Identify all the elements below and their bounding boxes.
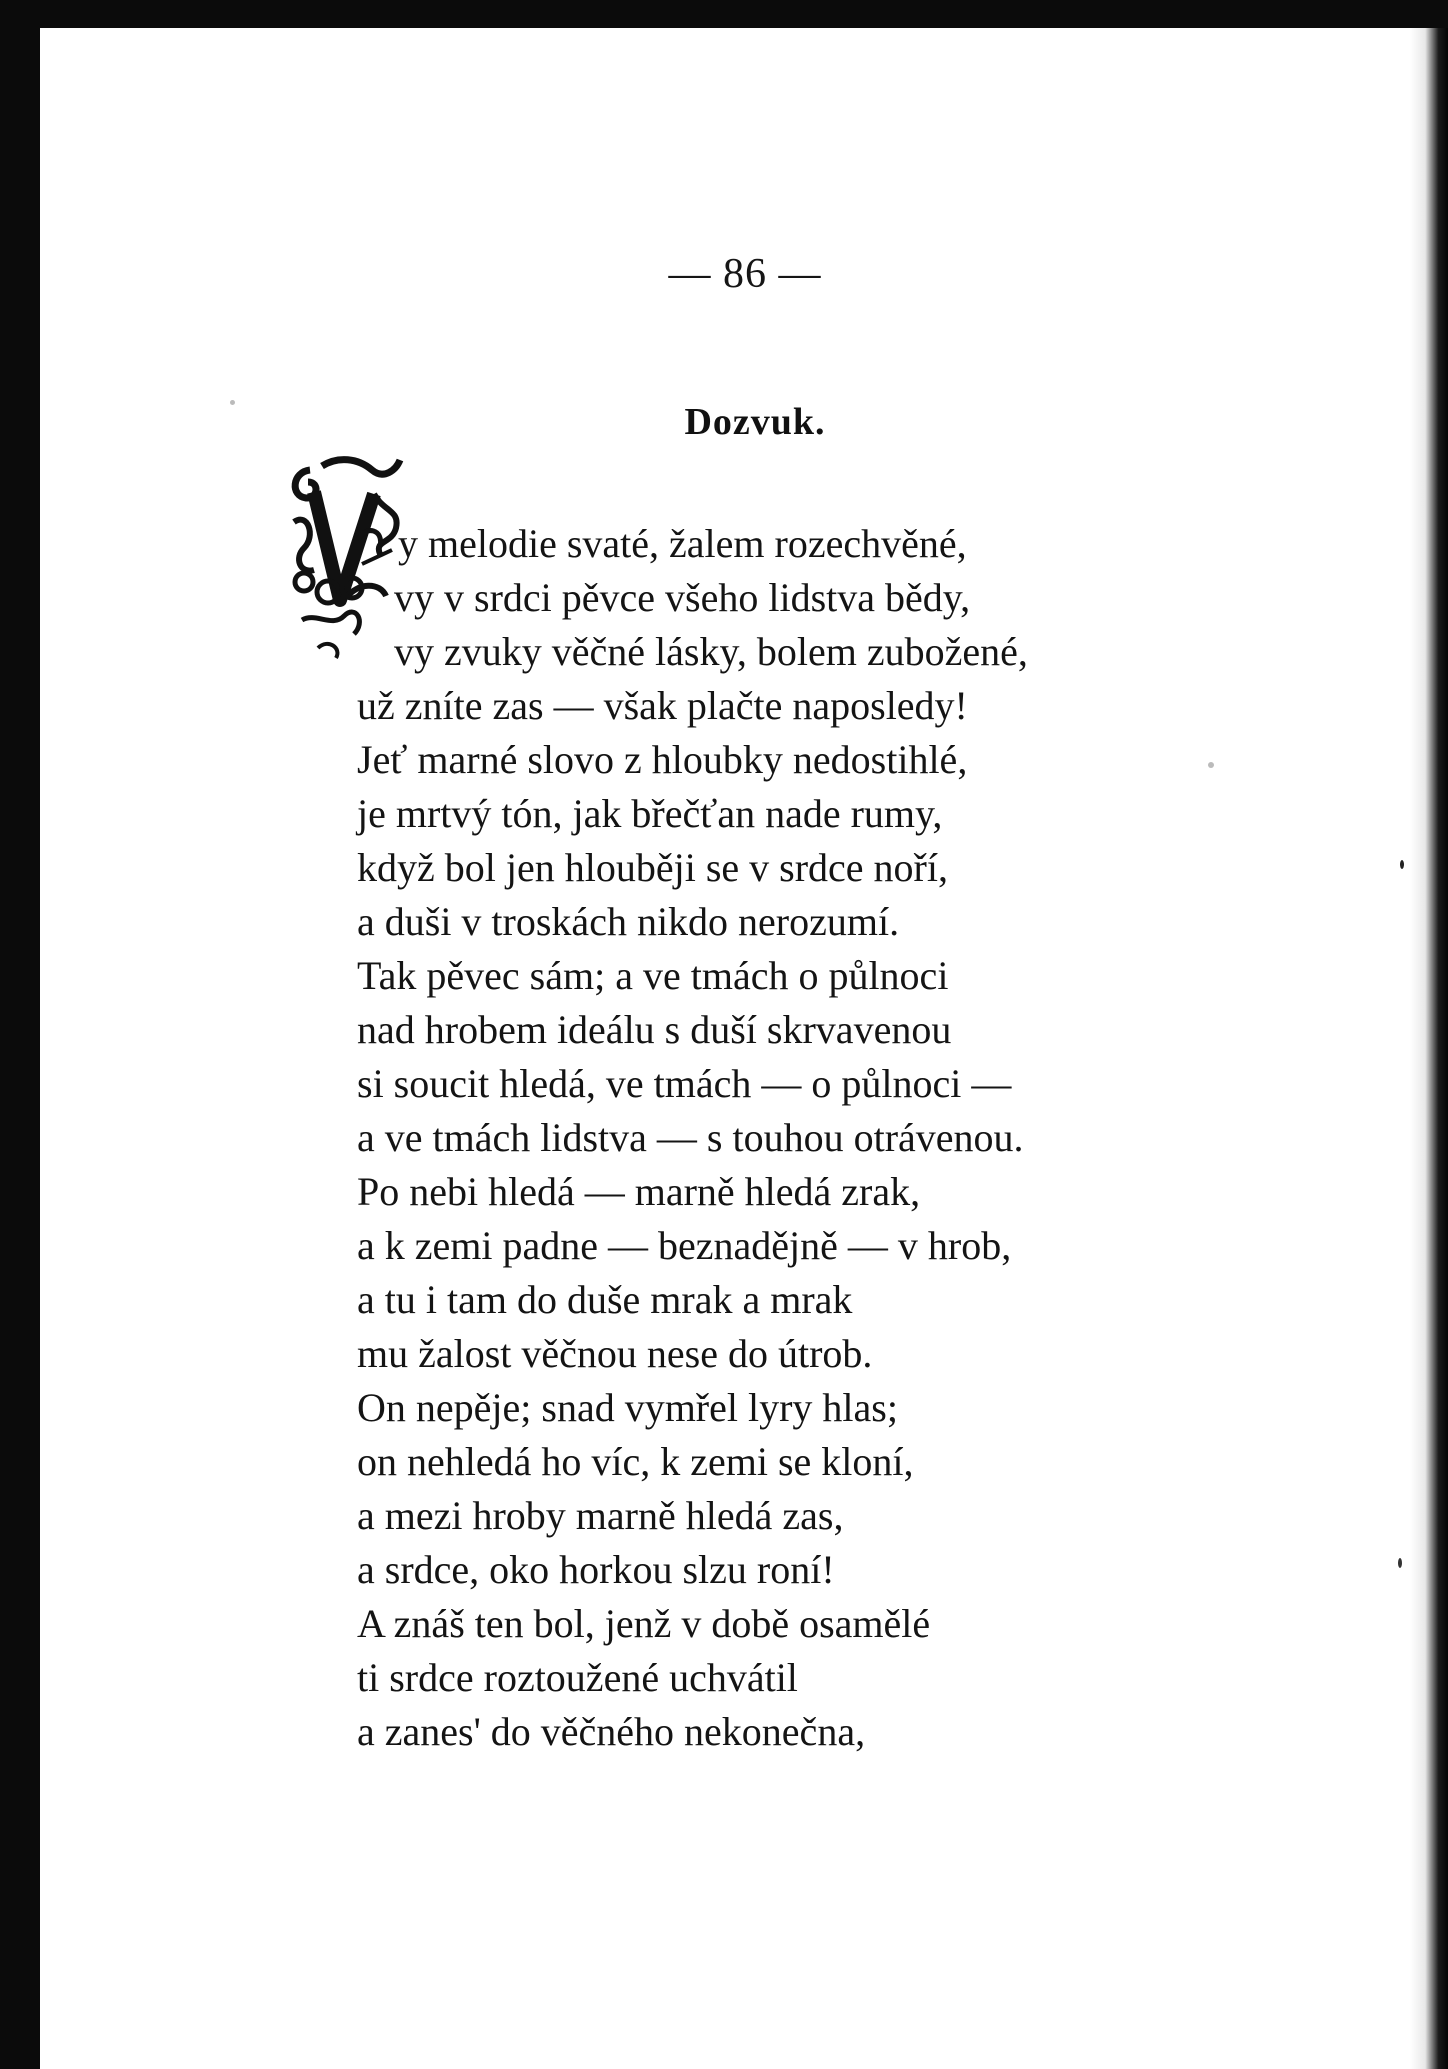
poem-line: si soucit hledá, ve tmách — o půlnoci — (357, 1061, 1012, 1106)
poem-line: ti srdce roztoužené uchvátil (357, 1655, 798, 1700)
paper-speck (1208, 762, 1214, 768)
poem-title: Dozvuk. (684, 401, 826, 443)
poem-line: a mezi hroby marně hledá zas, (357, 1493, 844, 1538)
poem-line: Po nebi hledá — marně hledá zrak, (357, 1169, 921, 1214)
poem-line: Jeť marné slovo z hloubky nedostihlé, (357, 737, 968, 782)
paper-speck (1398, 1558, 1402, 1568)
poem-line: on nehledá ho víc, k zemi se kloní, (357, 1439, 914, 1484)
poem-line: a zanes' do věčného nekonečna, (357, 1709, 866, 1754)
poem-line: mu žalost věčnou nese do útrob. (357, 1331, 873, 1376)
poem-line: a k zemi padne — beznadějně — v hrob, (357, 1223, 1012, 1268)
poem-line: nad hrobem ideálu s duší skrvavenou (357, 1007, 952, 1052)
page-edge-shadow (1410, 28, 1448, 2069)
poem-line: a ve tmách lidstva — s touhou otrávenou. (357, 1115, 1024, 1160)
page-number: — 86 — (668, 251, 822, 297)
poem-line: vy v srdci pěvce všeho lidstva bědy, (394, 575, 971, 620)
poem-line: když bol jen hlouběji se v srdce noří, (357, 845, 948, 890)
poem-line: y melodie svaté, žalem rozechvěné, (398, 521, 967, 566)
poem-line: a duši v troskách nikdo nerozumí. (357, 899, 900, 944)
poem-line: Tak pěvec sám; a ve tmách o půlnoci (357, 953, 949, 998)
paper-speck (230, 400, 235, 405)
poem-line: A znáš ten bol, jenž v době osamělé (357, 1601, 931, 1646)
ornamental-initial-v (288, 452, 406, 662)
poem-line: vy zvuky věčné lásky, bolem zubožené, (394, 629, 1028, 674)
poem-line: už zníte zas — však plačte naposledy! (357, 683, 968, 728)
poem-line: je mrtvý tón, jak břečťan nade rumy, (357, 791, 943, 836)
paper-speck (1400, 860, 1404, 869)
poem-line: On nepěje; snad vymřel lyry hlas; (357, 1385, 898, 1430)
poem-line: a tu i tam do duše mrak a mrak (357, 1277, 853, 1322)
poem-line: a srdce, oko horkou slzu roní! (357, 1547, 835, 1592)
